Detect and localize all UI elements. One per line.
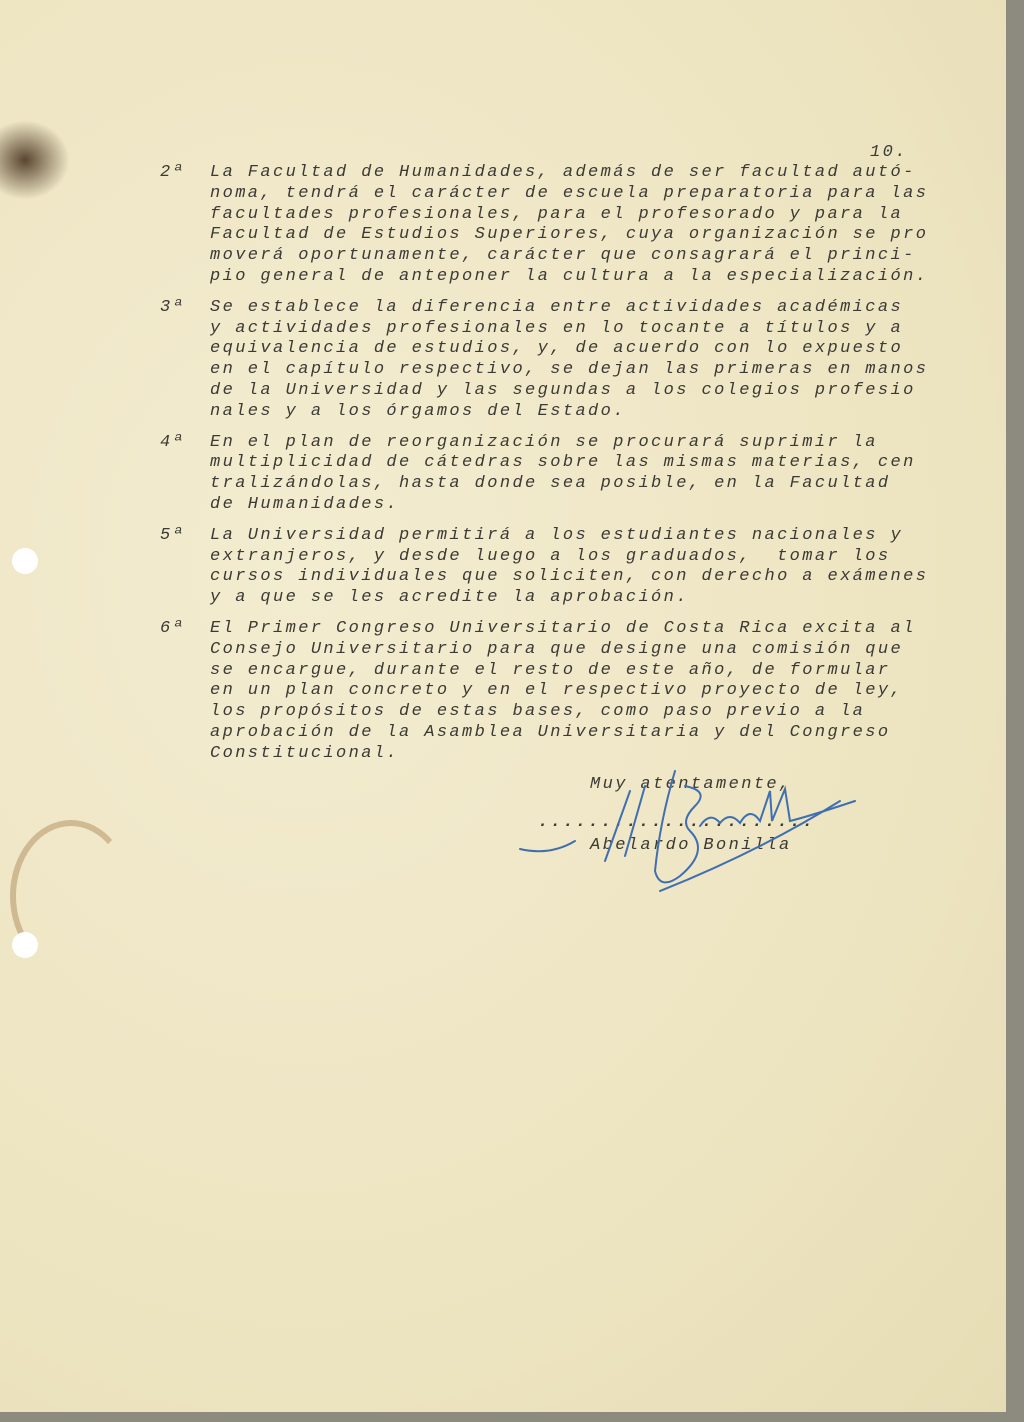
paragraph-number: 4ª bbox=[160, 432, 186, 452]
text-line: los propósitos de estas bases, como paso previo a la bbox=[210, 702, 866, 722]
text-line: equivalencia de estudios, y, de acuerdo con lo expuesto bbox=[210, 339, 904, 359]
paragraph-number: 3ª bbox=[160, 297, 186, 317]
paragraph-number: 6ª bbox=[160, 618, 186, 638]
text-line: Se establece la diferencia entre actividades académicas bbox=[210, 297, 904, 317]
text-line: de Humanidades. bbox=[210, 494, 400, 514]
punch-hole bbox=[12, 548, 38, 574]
text-line: La Universidad permitirá a los estudiantes nacionales y bbox=[210, 525, 904, 545]
signer-name: Abelardo Bonilla bbox=[590, 836, 792, 856]
text-line: Consejo Universitario para que designe una comisión que bbox=[210, 639, 904, 659]
text-line: multiplicidad de cátedras sobre las mismas materias, cen bbox=[210, 453, 916, 473]
text-line: extranjeros, y desde luego a los graduados, tomar los bbox=[210, 546, 891, 566]
signature-block bbox=[538, 774, 930, 857]
paragraph-number: 2ª bbox=[160, 163, 186, 182]
page-number: 10. bbox=[870, 143, 908, 162]
text-line: moverá oportunamente, carácter que consagrará el princi- bbox=[210, 246, 916, 266]
paragraph-number: 5ª bbox=[160, 525, 186, 545]
text-line: La Facultad de Humanidades, además de ser facultad autó- bbox=[210, 163, 916, 182]
paragraph-4 bbox=[160, 433, 980, 516]
text-line: en un plan concreto y en el respectivo proyecto de ley, bbox=[210, 681, 904, 701]
text-line: Facultad de Estudios Superiores, cuya organización se pro bbox=[210, 225, 929, 245]
text-line: facultades profesionales, para el profesorado y para la bbox=[210, 204, 904, 224]
text-line: y actividades profesionales en lo tocante a títulos y a bbox=[210, 318, 904, 338]
text-line: pio general de anteponer la cultura a la especialización. bbox=[210, 266, 929, 286]
paragraph-2 bbox=[160, 163, 980, 288]
text-line: se encargue, durante el resto de este año, de formular bbox=[210, 660, 891, 680]
text-line: aprobación de la Asamblea Universitaria y del Congreso bbox=[210, 722, 891, 742]
text-line: nales y a los órgamos del Estado. bbox=[210, 401, 626, 421]
burn-stain bbox=[0, 120, 70, 200]
signature-line: ...................... bbox=[538, 813, 816, 833]
punch-hole bbox=[12, 932, 38, 958]
text-line: Constitucional. bbox=[210, 743, 400, 763]
text-line: en el capítulo respectivo, se dejan las primeras en manos bbox=[210, 360, 929, 380]
paragraph-3 bbox=[160, 298, 980, 423]
document-body bbox=[160, 163, 980, 857]
text-line: noma, tendrá el carácter de escuela preparatoria para las bbox=[210, 183, 929, 203]
paragraph-5 bbox=[160, 526, 980, 609]
text-line: El Primer Congreso Universitario de Costa Rica excita al bbox=[210, 618, 916, 638]
paragraph-6 bbox=[160, 619, 980, 765]
text-line: de la Universidad y las segundas a los colegios profesio bbox=[210, 380, 916, 400]
closing-salutation: Muy atentamente, bbox=[590, 774, 792, 794]
text-line: cursos individuales que soliciten, con derecho a exámenes bbox=[210, 567, 929, 587]
text-line: y a que se les acredite la aprobación. bbox=[210, 588, 689, 608]
text-line: En el plan de reorganización se procurará suprimir la bbox=[210, 432, 878, 452]
text-line: tralizándolas, hasta donde sea posible, en la Facultad bbox=[210, 474, 891, 494]
